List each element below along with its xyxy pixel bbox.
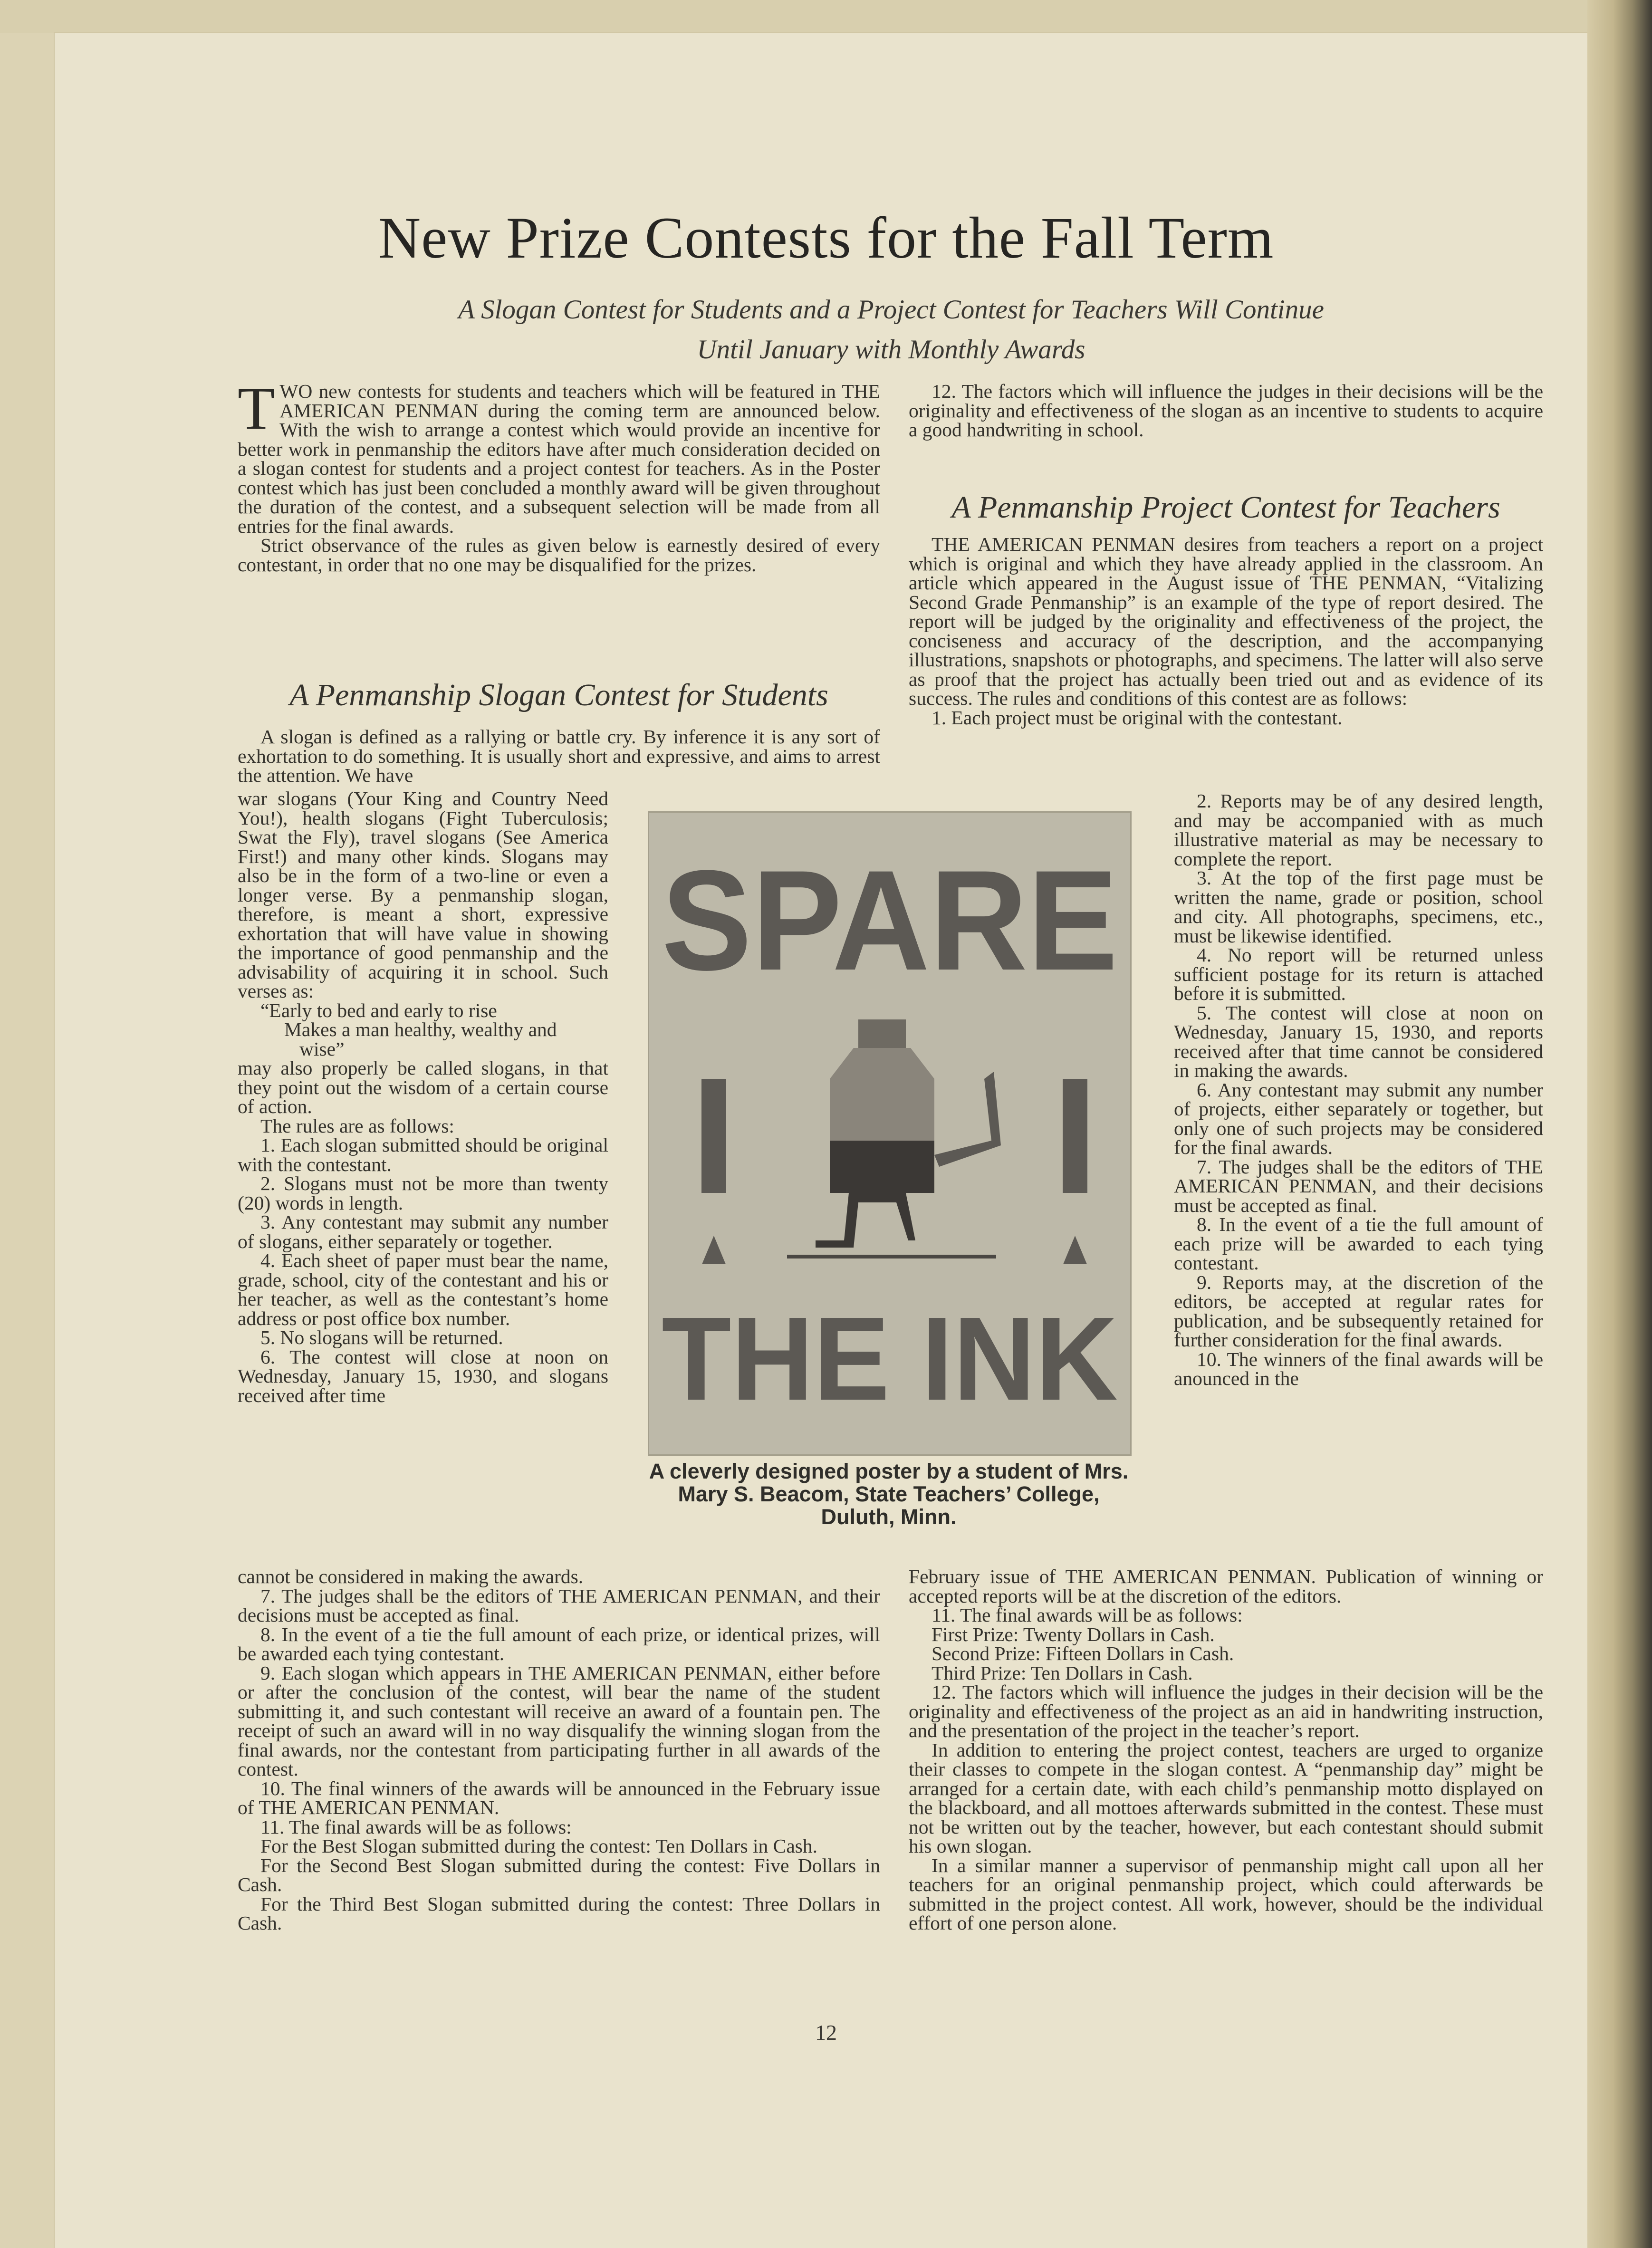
scan-top-margin [0,0,1652,33]
bottle-ink-level [830,1141,934,1193]
verse-line-1: “Early to bed and early to rise [260,999,497,1021]
project-rule-7: 7. The judges shall be the editors of THE AMERICAN PENMAN, and their decisions must be accepted as final. [1174,1155,1543,1216]
intro-paragraph [238,375,880,537]
project-rule-5: 5. The contest will close at noon on Wednesday, January 15, 1930, and reports received after that time cannot be considered in making the awards. [1174,1001,1543,1081]
verse-line-3: wise” [299,1038,345,1060]
slogan-narrow-column [238,789,608,1405]
project-narrow-column [1174,791,1543,1388]
project-rules-continued [909,1567,1543,1933]
project-prize-3: Third Prize: Ten Dollars in Cash. [932,1662,1193,1684]
project-description-paragraph: THE AMERICAN PENMAN desires from teachers a report on a project which is original and which they have already applied in the classroom. An article which appeared in the August issue of THE PENMAN, “Vitalizing Second Grade Penmanship” is an example of the type of report desired. The report will be judged by the originality and effectiveness of the project, the conciseness and accuracy of the description, and the accompanying illustrations, snapshots or photographs, and specimens. The latter will also serve as proof that the project has actually been tried out and as evidence of its success. The rules and conditions of this contest are as follows: [909,533,1543,709]
slogan-award-3: For the Third Best Slogan submitted during the contest: Three Dollars in Cash. [238,1893,880,1934]
slogan-rule-8: 8. In the event of a tie the full amount of each prize, or identical prizes, will be awarded each tying contestant. [238,1623,880,1664]
project-rule-3: 3. At the top of the first page must be written the name, grade or position, school and city. All photographs, specimens, etc., must be likewise identified. [1174,867,1543,947]
slogan-definition-paragraph: A slogan is defined as a rallying or battle cry. By inference it is any sort of exhortation to do something. It is usually short and expressive, and aims to arrest the attention. We have [238,726,880,786]
slogan-intro-text [238,727,880,785]
slogan-rule-7-text: 7. The judges shall be the editors of THE AMERICAN PENMAN, and their decisions must be accepted as final. [238,1585,880,1626]
slogan-rule-6-end: cannot be considered in making the awards. [238,1566,584,1587]
poster-caption: A cleverly designed poster by a student of Mrs. Mary S. Beacom, State Teachers’ College, Duluth, Minn. [649,1459,1129,1529]
drop-cap: T [238,375,275,442]
slogan-rule-9: 9. Each slogan which appears in THE AMERICAN PENMAN, either before or after the conclusion of the contest, will bear the name of the student submitting it, and such contestant will receive an award of a fountain pen. The receipt of such an award will in no way disqualify the winning slogan from the final awards, nor the contestant from participating further in all awards of the contest. [238,1662,880,1780]
project-contest-heading: A Penmanship Project Contest for Teachers [951,490,1500,525]
ground-line [787,1255,996,1258]
slogan-rule-1: 1. Each slogan submitted should be original with the contestant. [238,1134,608,1175]
project-prize-1: First Prize: Twenty Dollars in Cash. [932,1623,1215,1645]
spare-the-ink-poster [648,811,1132,1456]
page-edge-shadow [1587,0,1652,2248]
slogan-award-2: For the Second Best Slogan submitted during the contest: Five Dollars in Cash. [238,1854,880,1895]
slogan-rule-3: 3. Any contestant may submit any number of slogans, either separately or together. [238,1211,608,1252]
subtitle-line-2: Until January with Monthly Awards [697,335,1085,365]
article-subtitle [380,290,1402,370]
slogan-wisdom-paragraph: may also properly be called slogans, in that they point out the wisdom of a certain course of action. [238,1057,608,1117]
slogan-rule-12: 12. The factors which will influence the judges in their decisions will be the originality and effectiveness of the slogan as an incentive to students to acquire a good handwriting in school. [909,380,1543,441]
slogan-rule-5: 5. No slogans will be returned. [260,1326,503,1348]
project-intro-text [909,535,1543,727]
article-title: New Prize Contests for the Fall Term [378,205,1274,270]
slogan-kinds-paragraph: war slogans (Your King and Country Need You!), health slogans (Fight Tuberculosis; Swat the Fly), travel slogans (See America First!) and many other kinds. Slogans may also be in the form of a two-line or even a longer verse. By a penmanship slogan, therefore, is meant a short, expressive exhortation that will have value in showing the importance of good penmanship and the advisability of acquiring it in school. Such verses as: [238,788,608,1002]
slogan-contest-heading: A Penmanship Slogan Contest for Students [289,678,828,712]
project-rule-9: 9. Reports may, at the discretion of the editors, be accepted at regular rates for publication, and be subsequently retained for further consideration for the final awards. [1174,1271,1543,1351]
project-rule-8: 8. In the event of a tie the full amount of each prize will be awarded to each tying contestant. [1174,1213,1543,1274]
project-rule-10-end: February issue of THE AMERICAN PENMAN. Publication of winning or accepted reports will be at the discretion of the editors. [909,1566,1543,1607]
slogan-rule-7 [238,1586,880,1625]
verse-line-2: Makes a man healthy, wealthy and [284,1018,557,1040]
slogan-rule-11: 11. The final awards will be as follows: [260,1816,572,1838]
project-prize-2: Second Prize: Fifteen Dollars in Cash. [932,1643,1234,1664]
slogan-rule-12-block [909,382,1543,440]
slogan-rule-10: 10. The final winners of the awards will be announced in the February issue of THE AMERICAN PENMAN. [238,1777,880,1818]
slogan-rule-6: 6. The contest will close at noon on Wednesday, January 15, 1930, and slogans received after time [238,1345,608,1406]
page-number: 12 [815,2020,837,2045]
slogan-rules-continued [238,1567,880,1933]
poster-artwork [649,813,1130,1454]
intro-text [238,375,880,576]
project-rule-4: 4. No report will be returned unless sufficient postage for its return is attached before it is submitted. [1174,944,1543,1004]
project-rule-2: 2. Reports may be of any desired length, and may be accompanied with as much illustrative material as may be necessary to complete the report. [1174,790,1543,870]
rules-observance-paragraph: Strict observance of the rules as given below is earnestly desired of every contestant, in order that no one may be disqualified for the prizes. [238,534,880,576]
project-rule-10: 10. The winners of the final awards will be anounced in the [1174,1348,1543,1389]
closing-paragraph-2: In a similar manner a supervisor of penmanship might call upon all her teachers for an original penmanship project, which could afterwards be submitted in the project contest. All work, however, should be the individual effort of one person alone. [909,1854,1543,1934]
intro-paragraph-text: WO new contests for students and teachers which will be featured in THE AMERICAN PENMAN during the coming term are announced below. With the wish to arrange a contest which would provide an incentive for better work in penmanship the editors have after much consideration decided on a slogan contest for students and a project contest for teachers. As in the Poster contest which has just been concluded a monthly award will be given throughout the duration of the contest, and a subsequent selection will be made from all entries for the final awards. [238,380,880,537]
project-rule-6: 6. Any contestant may submit any number of projects, either separately or together, but only one of such projects may be considered for the final awards. [1174,1078,1543,1158]
rules-intro: The rules are as follows: [260,1114,454,1137]
closing-paragraph-1: In addition to entering the project contest, teachers are urged to organize their classes to compete in the slogan contest. A “penmanship day” might be arranged for a certain date, with each child’s penmanship motto displayed on the blackboard, and all mottoes afterwards submitted in the contest. These must not be written out by the teacher, however, but each contestant should submit his own slogan. [909,1739,1543,1857]
poster-top-word: SPARE [662,840,1118,1000]
poster-bottom-word: THE INK [662,1292,1118,1425]
subtitle-line-1: A Slogan Contest for Students and a Project Contest for Teachers Will Continue [458,295,1324,325]
bottle-cap [858,1019,906,1048]
slogan-rule-2: 2. Slogans must not be more than twenty (20) words in length. [238,1172,608,1214]
project-rule-1: 1. Each project must be original with the contestant. [932,706,1343,729]
slogan-award-1: For the Best Slogan submitted during the contest: Ten Dollars in Cash. [260,1835,818,1857]
project-rule-11: 11. The final awards will be as follows: [932,1604,1243,1626]
project-rule-12: 12. The factors which will influence the judges in their decision will be the originality and effectiveness of the project as an aid in handwriting instruction, and the presentation of the project in the teacher’s report. [909,1681,1543,1741]
slogan-rule-4: 4. Each sheet of paper must bear the name, grade, school, city of the contestant and his or her teacher, as well as the contestant’s home address or post office box number. [238,1249,608,1329]
